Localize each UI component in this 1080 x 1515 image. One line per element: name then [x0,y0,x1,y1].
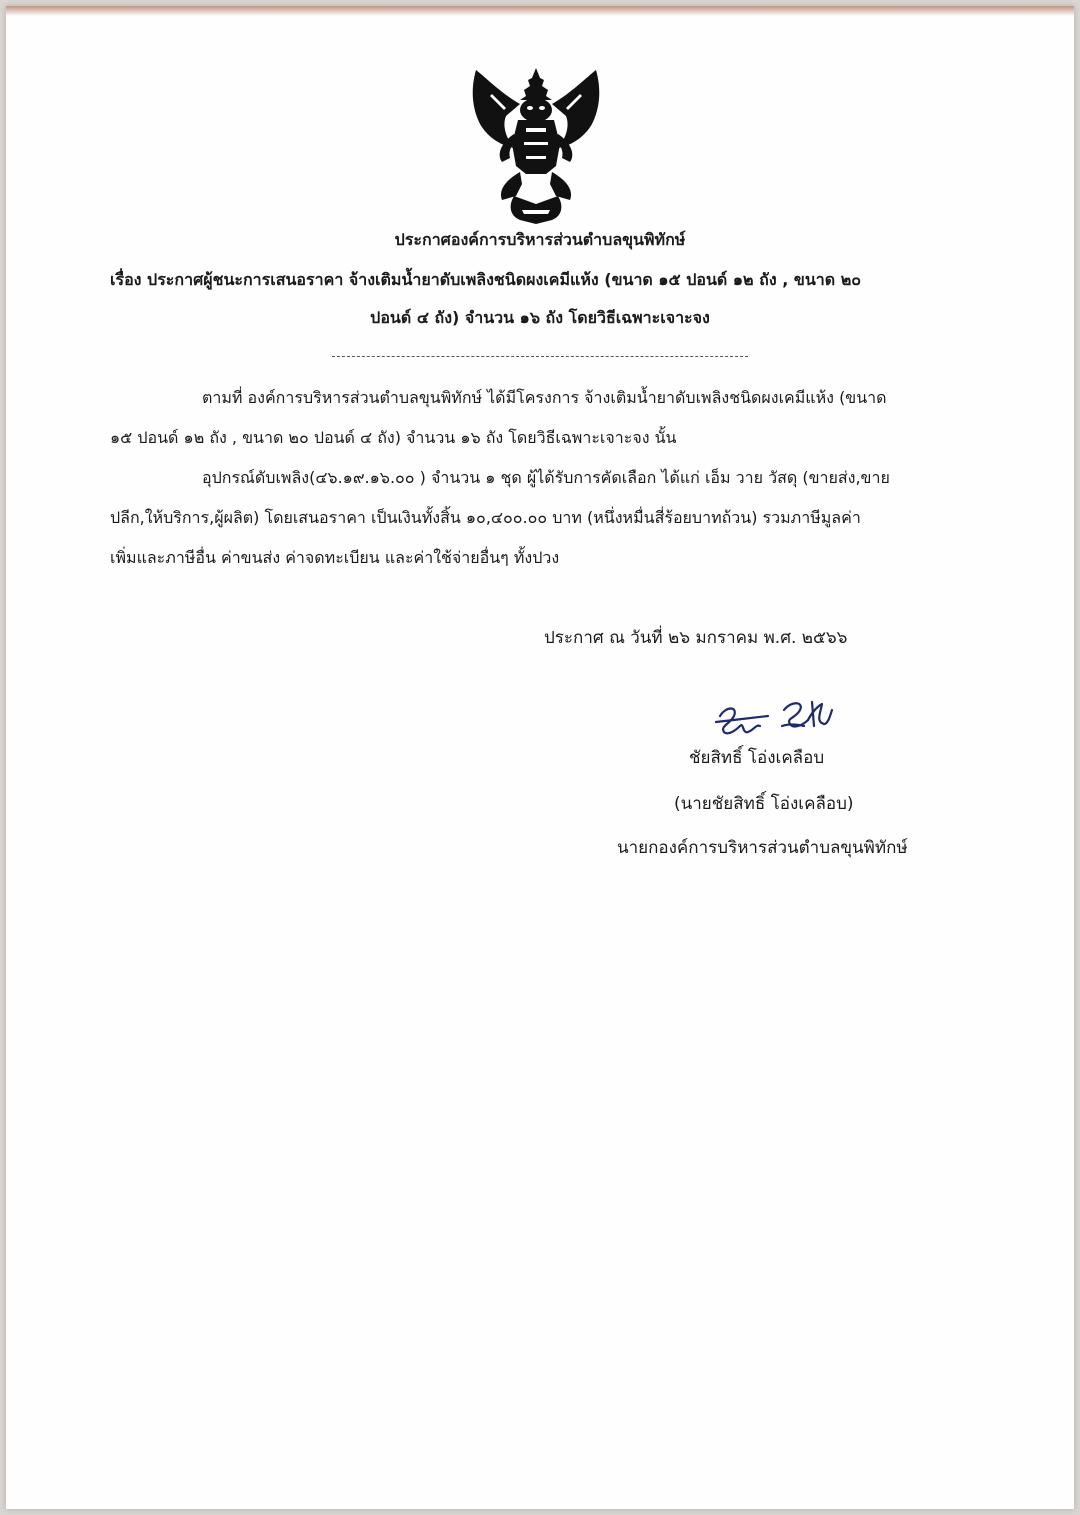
announcement-date: ประกาศ ณ วันที่ ๒๖ มกราคม พ.ศ. ๒๕๖๖ [544,628,848,648]
document-title: ประกาศองค์การบริหารส่วนตำบลขุนพิทักษ์ [394,230,686,249]
handwritten-signature-icon [712,696,836,742]
paragraph-1-line-2: ๑๕ ปอนด์ ๑๒ ถัง , ขนาด ๒๐ ปอนด์ ๔ ถัง) จำนวน ๑๖ ถัง โดยวิธีเฉพาะเจาะจง นั้น [110,428,677,447]
subject-line-1: เรื่อง ประกาศผู้ชนะการเสนอราคา จ้างเติมน้ำยาดับเพลิงชนิดผงเคมีแห้ง (ขนาด ๑๕ ปอนด์ ๑๒ ถัง , ขนาด ๒๐ [110,270,862,289]
signer-full-name: (นายชัยสิทธิ์ โอ่งเคลือบ) [674,794,854,814]
garuda-emblem-icon [462,64,610,226]
paragraph-2-line-1: อุปกรณ์ดับเพลิง(๔๖.๑๙.๑๖.๐๐ ) จำนวน ๑ ชุด ผู้ได้รับการคัดเลือก ได้แก่ เอ็ม วาย วัสดุ (ขายส่ง,ขาย [202,468,890,487]
signer-name: ชัยสิทธิ์ โอ่งเคลือบ [689,748,825,768]
subject-line-2: ปอนด์ ๔ ถัง) จำนวน ๑๖ ถัง โดยวิธีเฉพาะเจาะจง [370,308,710,327]
divider-line [332,356,748,357]
paragraph-1-line-1: ตามที่ องค์การบริหารส่วนตำบลขุนพิทักษ์ ได้มีโครงการ จ้างเติมน้ำยาดับเพลิงชนิดผงเคมีแห้ง (ขนาด [202,388,887,407]
paragraph-2-line-2: ปลีก,ให้บริการ,ผู้ผลิต) โดยเสนอราคา เป็นเงินทั้งสิ้น ๑๐,๔๐๐.๐๐ บาท (หนึ่งหมื่นสี่ร้อยบาทถ้วน) รวมภาษีมูลค่า [110,508,861,527]
paragraph-2-line-3: เพิ่มและภาษีอื่น ค่าขนส่ง ค่าจดทะเบียน และค่าใช้จ่ายอื่นๆ ทั้งปวง [110,548,560,567]
signer-position: นายกองค์การบริหารส่วนตำบลขุนพิทักษ์ [617,838,908,858]
document-page [6,6,1074,1509]
